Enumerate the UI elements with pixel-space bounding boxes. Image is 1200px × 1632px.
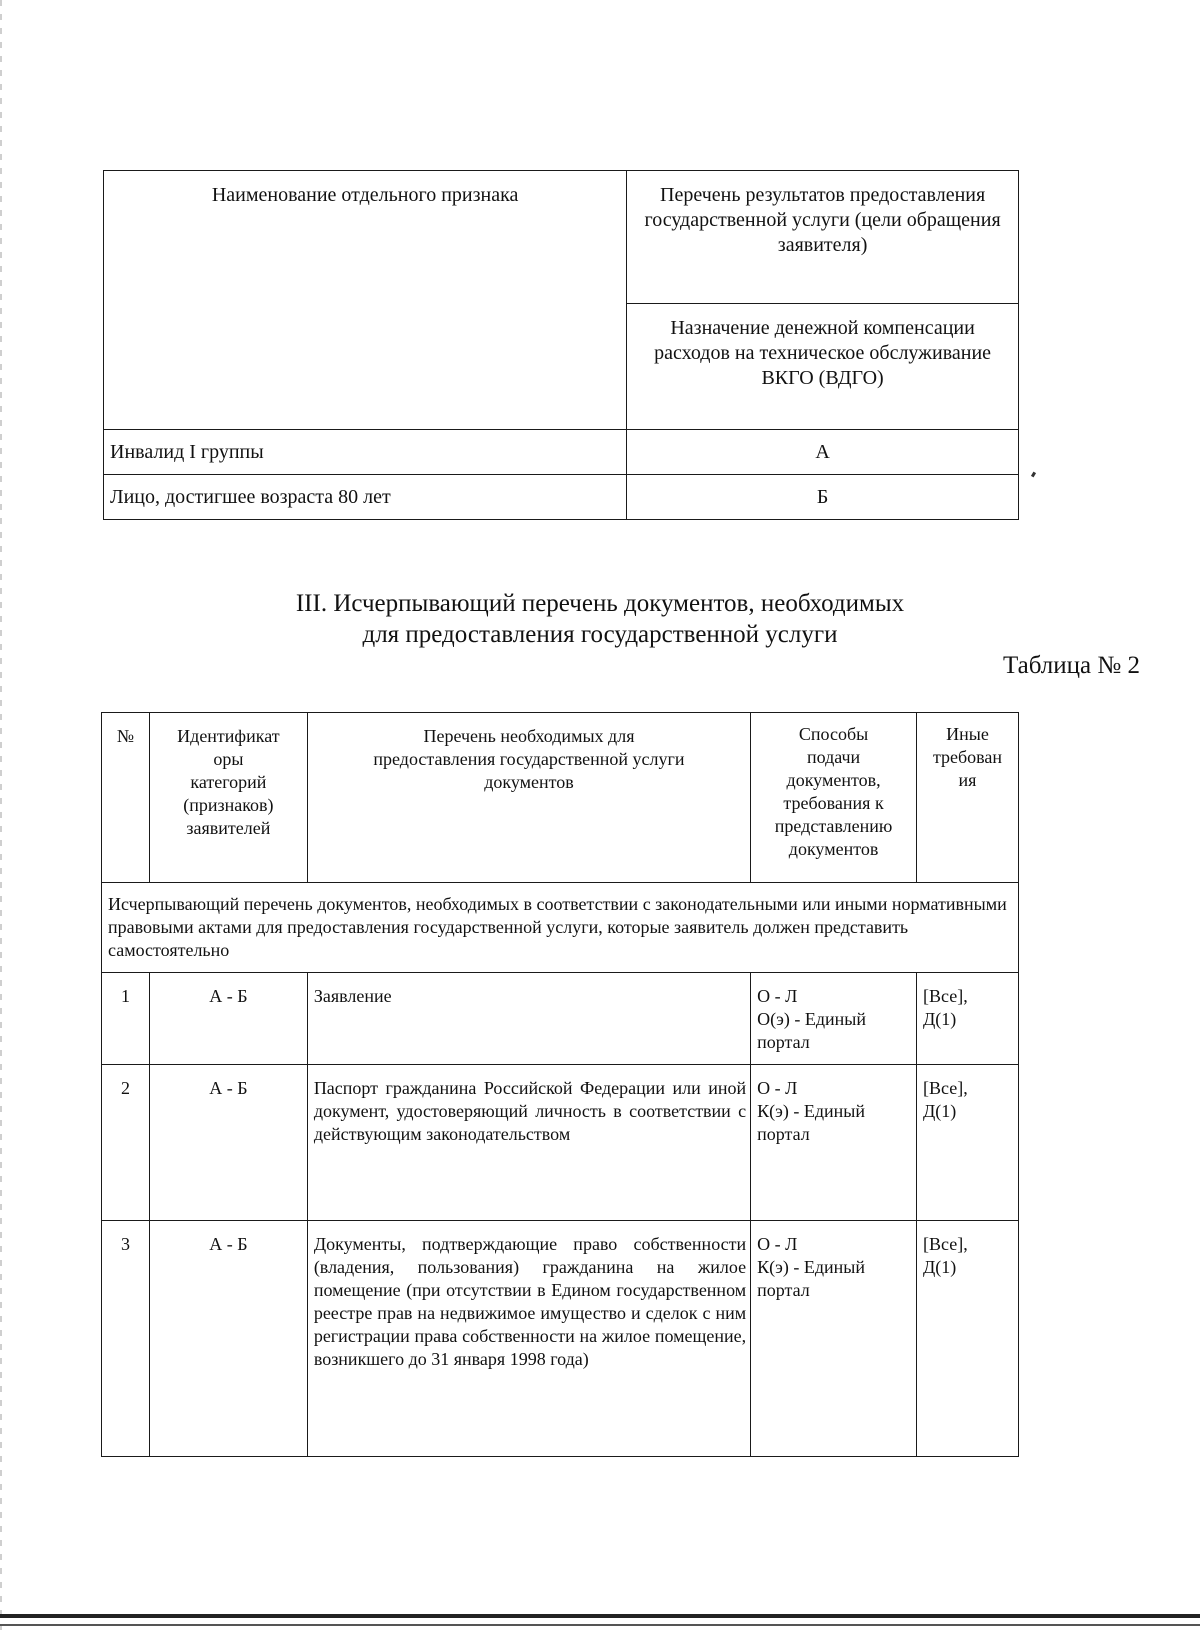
row-submission-line: К(э) - Единый <box>757 1101 865 1121</box>
table-number-label: Таблица № 2 <box>1002 652 1140 679</box>
criteria-code: Б <box>627 475 1019 520</box>
header-line: (признаков) <box>183 795 274 815</box>
header-line: документов <box>484 772 574 792</box>
header-line: представлению <box>774 816 893 836</box>
row-submission-line: портал <box>757 1124 810 1144</box>
documents-table <box>101 712 1019 1457</box>
criteria-code: А <box>627 430 1019 475</box>
documents-group-row <box>102 883 1019 973</box>
row-document: Документы, подтверждающие право собственности (владения, пользования) гражданина на жилое помещение (при отсутствии в Едином государственном реестре прав на недвижимое имущество и сделок с ним регистрации права собственности на жилое помещение, возникшего до 31 января 1998 года) <box>307 1221 750 1457</box>
row-num: 2 <box>102 1065 150 1221</box>
criteria-label: Лицо, достигшее возраста 80 лет <box>104 475 627 520</box>
header-line: требован <box>932 747 1003 767</box>
header-documents <box>307 713 750 883</box>
row-submission-line: О - Л <box>757 986 798 1006</box>
row-requirements-line: Д(1) <box>923 1009 957 1029</box>
row-submission-line: О(э) - Единый <box>757 1009 866 1029</box>
row-submission-line: О - Л <box>757 1078 798 1098</box>
criteria-header-name-text: Наименование отдельного признака <box>211 184 519 206</box>
header-num: № <box>102 713 150 883</box>
criteria-row <box>104 475 1019 520</box>
documents-header-row <box>102 713 1019 883</box>
header-line: предоставления государственной услуги <box>373 749 685 769</box>
header-line: документов <box>788 839 879 859</box>
row-requirements <box>917 1221 1019 1457</box>
row-submission-line: портал <box>757 1280 810 1300</box>
row-num: 3 <box>102 1221 150 1457</box>
scan-edge-bottom-thin <box>0 1624 1200 1626</box>
header-line: требования к <box>783 793 884 813</box>
header-line: ия <box>958 770 977 790</box>
scan-speck <box>1031 472 1036 478</box>
table-row <box>102 1065 1019 1221</box>
header-submission-methods <box>751 713 917 883</box>
row-requirements <box>917 1065 1019 1221</box>
section-title <box>0 588 1200 650</box>
header-line: категорий <box>190 772 267 792</box>
documents-group-text: Исчерпывающий перечень документов, необходимых в соответствии с законодательными или иными нормативными правовыми актами для предоставления государственной услуги, которые заявитель должен представить самостоятельно <box>102 883 1019 973</box>
row-num: 1 <box>102 973 150 1065</box>
header-line: оры <box>213 749 244 769</box>
row-document: Паспорт гражданина Российской Федерации или иной документ, удостоверяющий личность в соответствии с действующим законодательством <box>307 1065 750 1221</box>
row-requirements-line: [Все], <box>923 1078 968 1098</box>
row-requirements-line: Д(1) <box>923 1257 957 1277</box>
row-submission-line: О - Л <box>757 1234 798 1254</box>
criteria-row <box>104 430 1019 475</box>
row-requirements-line: [Все], <box>923 986 968 1006</box>
row-requirements-line: [Все], <box>923 1234 968 1254</box>
row-submission-line: К(э) - Единый <box>757 1257 865 1277</box>
header-other-requirements <box>917 713 1019 883</box>
header-line: Идентификат <box>177 726 280 746</box>
scan-edge-left <box>0 0 2 1632</box>
criteria-header-results-text: Перечень результатов предоставления государственной услуги (цели обращения заявителя) <box>644 184 1001 256</box>
table-row <box>102 973 1019 1065</box>
header-line: Иные <box>946 724 989 744</box>
row-submission <box>751 1221 917 1457</box>
scan-edge-bottom <box>0 1614 1200 1618</box>
criteria-header-purpose <box>627 304 1019 430</box>
row-submission <box>751 1065 917 1221</box>
header-identifiers <box>149 713 307 883</box>
row-submission-line: портал <box>757 1032 810 1052</box>
header-line: заявителей <box>186 818 271 838</box>
row-document: Заявление <box>307 973 750 1065</box>
criteria-header-results <box>627 171 1019 304</box>
row-identifiers: А - Б <box>149 973 307 1065</box>
header-line: подачи <box>806 747 861 767</box>
criteria-header-name <box>104 171 627 430</box>
table-row <box>102 1221 1019 1457</box>
row-requirements <box>917 973 1019 1065</box>
header-line: документов, <box>786 770 881 790</box>
criteria-label: Инвалид I группы <box>104 430 627 475</box>
row-requirements-line: Д(1) <box>923 1101 957 1121</box>
header-line: Способы <box>798 724 869 744</box>
row-submission <box>751 973 917 1065</box>
section-title-line: для предоставления государственной услуги <box>362 621 838 648</box>
header-line: Перечень необходимых для <box>423 726 635 746</box>
row-identifiers: А - Б <box>149 1221 307 1457</box>
row-identifiers: А - Б <box>149 1065 307 1221</box>
criteria-table <box>103 170 1019 520</box>
section-title-line: III. Исчерпывающий перечень документов, необходимых <box>295 590 905 617</box>
criteria-header-purpose-text: Назначение денежной компенсации расходов на техническое обслуживание ВКГО (ВДГО) <box>654 317 992 389</box>
